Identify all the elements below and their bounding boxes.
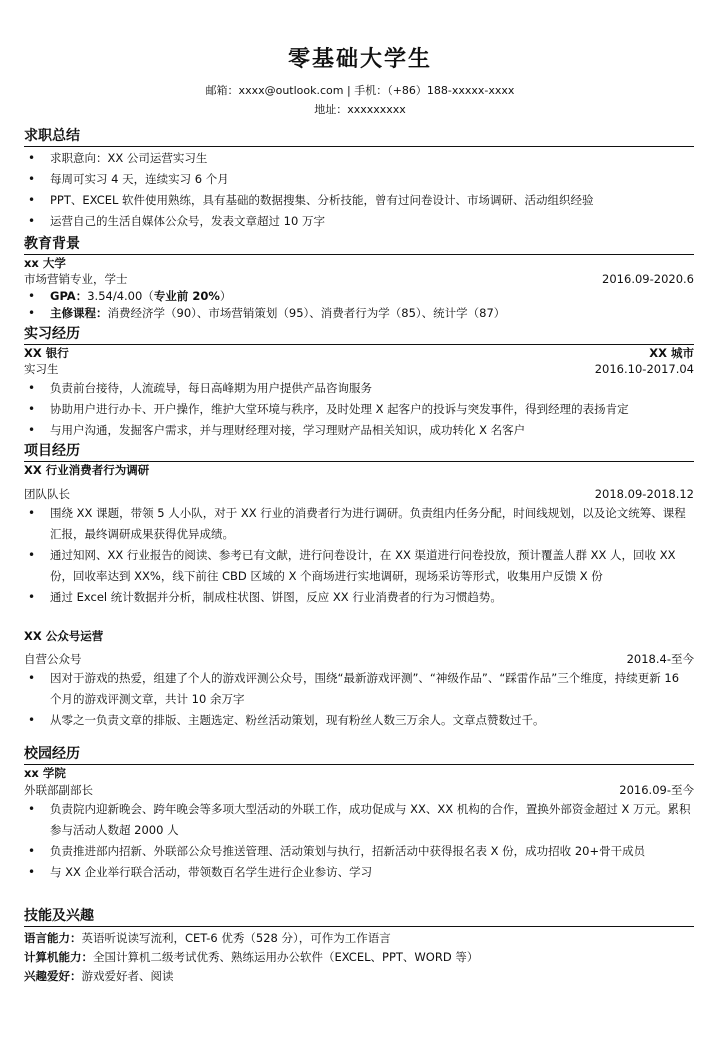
school-name: xx 学院: [24, 766, 66, 780]
contact-line: 邮箱：xxxx@outlook.com | 手机：（+86）188-xxxxx-xxxx: [205, 84, 515, 97]
hobby: [24, 967, 694, 986]
list-item: • 从零之一负责文章的排版、主题选定、粉丝活动策划，现有粉丝人数三万余人。文章点赞数过千。: [24, 710, 694, 731]
list-item: • 负责院内迎新晚会、跨年晚会等多项大型活动的外联工作，成功促成与 XX、XX 机构的合作，置换外部资金超过 X 万元。累积参与活动人数超 2000 人: [24, 799, 694, 841]
education-dates: 2016.09-2020.6: [602, 272, 694, 286]
courses-item: [24, 305, 694, 322]
company-city: XX 城市: [649, 346, 694, 360]
project-list: [24, 668, 694, 731]
hobby-value: 游戏爱好者、阅读: [81, 969, 174, 983]
section-title: 教育背景: [24, 236, 694, 255]
education-list: [24, 288, 694, 322]
project-name: XX 公众号运营: [24, 629, 104, 643]
list-item: • 通过 Excel 统计数据并分析，制成柱状图、饼图，反应 XX 行业消费者的行为习惯趋势。: [24, 587, 694, 608]
list-item: • 通过知网、XX 行业报告的阅读、参考已有文献，进行问卷设计，在 XX 渠道进行问卷投放，预计覆盖人群 XX 人，回收 XX 份，回收率达到 XX%，线下前往 CBD 区域的 X 个商场进行实地调研，现场采访等形式，收集用户反馈 X 份: [24, 545, 694, 587]
language-skill: [24, 929, 694, 948]
list-item: • 与 XX 企业举行联合活动，带领数百名学生进行企业参访、学习: [24, 862, 694, 883]
list-item: • 负责前台接待，人流疏导，每日高峰期为用户提供产品咨询服务: [24, 378, 694, 399]
list-item: • PPT、EXCEL 软件使用熟练，具有基础的数据搜集、分析技能，曾有过问卷设计、市场调研、活动组织经验: [24, 190, 694, 211]
internship-dates: 2016.10-2017.04: [594, 362, 694, 376]
list-item: • 因对于游戏的热爱，组建了个人的游戏评测公众号，围绕“最新游戏评测”、“神级作品”、“踩雷作品”三个维度，持续更新 16 个月的游戏评测文章，共计 10 余万字: [24, 668, 694, 710]
gpa-value: 3.54/4.00（: [87, 289, 154, 303]
campus-section: [24, 746, 694, 883]
campus-role: 外联部副部长: [24, 783, 93, 797]
project-dates: 2018.09-2018.12: [594, 487, 694, 501]
hobby-label: 兴趣爱好：: [24, 969, 82, 983]
campus-dates: 2016.09-至今: [619, 783, 694, 797]
project-dates: 2018.4-至今: [626, 652, 694, 666]
summary-list: [24, 148, 694, 232]
address-line: 地址：xxxxxxxxx: [314, 103, 406, 116]
section-title: 技能及兴趣: [24, 908, 694, 927]
computer-label: 计算机能力：: [24, 950, 93, 964]
list-item: • 每周可实习 4 天，连续实习 6 个月: [24, 169, 694, 190]
company-name: XX 银行: [24, 346, 69, 360]
education-section: [24, 236, 694, 322]
project-list: [24, 503, 694, 608]
computer-value: 全国计算机二级考试优秀、熟练运用办公软件（EXCEL、PPT、WORD 等）: [93, 950, 479, 964]
school-name: xx 大学: [24, 256, 66, 270]
internship-section: [24, 326, 694, 441]
candidate-name: 零基础大学生: [287, 47, 432, 72]
list-item: • 围绕 XX 课题，带领 5 人小队，对于 XX 行业的消费者行为进行调研。负责组内任务分配，时间线规划，以及论文统筹、课程汇报，最终调研成果获得优异成绩。: [24, 503, 694, 545]
degree: 市场营销专业，学士: [24, 272, 128, 286]
gpa-label: GPA：: [50, 289, 88, 303]
gpa-item: [24, 288, 694, 305]
summary-section: [24, 128, 694, 232]
projects-section: [24, 443, 694, 731]
language-value: 英语听说读写流利，CET-6 优秀（528 分），可作为工作语言: [81, 931, 391, 945]
courses-label: 主修课程：: [50, 306, 108, 320]
list-item: • 求职意向：XX 公司运营实习生: [24, 148, 694, 169]
list-item: • 负责推进部内招新、外联部公众号推送管理、活动策划与执行，招新活动中获得报名表 X 份，成功招收 20+骨干成员: [24, 841, 694, 862]
list-item: • 协助用户进行办卡、开户操作，维护大堂环境与秩序，及时处理 X 起客户的投诉与突发事件，得到经理的表扬肯定: [24, 399, 694, 420]
gpa-close: ）: [219, 289, 232, 303]
project-role: 团队队长: [24, 487, 70, 501]
job-role: 实习生: [24, 362, 59, 376]
section-title: 求职总结: [24, 128, 694, 147]
section-title: 项目经历: [24, 443, 694, 462]
internship-list: [24, 378, 694, 441]
campus-list: [24, 799, 694, 883]
list-item: • 与用户沟通，发掘客户需求，并与理财经理对接，学习理财产品相关知识，成功转化 X 名客户: [24, 420, 694, 441]
gpa-rank: 专业前 20%: [153, 289, 220, 303]
project-role: 自营公众号: [24, 652, 82, 666]
project-name: XX 行业消费者行为调研: [24, 463, 150, 477]
section-title: 校园经历: [24, 746, 694, 765]
skills-section: [24, 908, 694, 986]
section-title: 实习经历: [24, 326, 694, 345]
courses-value: 消费经济学（90）、市场营销策划（95）、消费者行为学（85）、统计学（87）: [107, 306, 506, 320]
language-label: 语言能力：: [24, 931, 82, 945]
computer-skill: [24, 948, 694, 967]
list-item: • 运营自己的生活自媒体公众号，发表文章超过 10 万字: [24, 211, 694, 232]
